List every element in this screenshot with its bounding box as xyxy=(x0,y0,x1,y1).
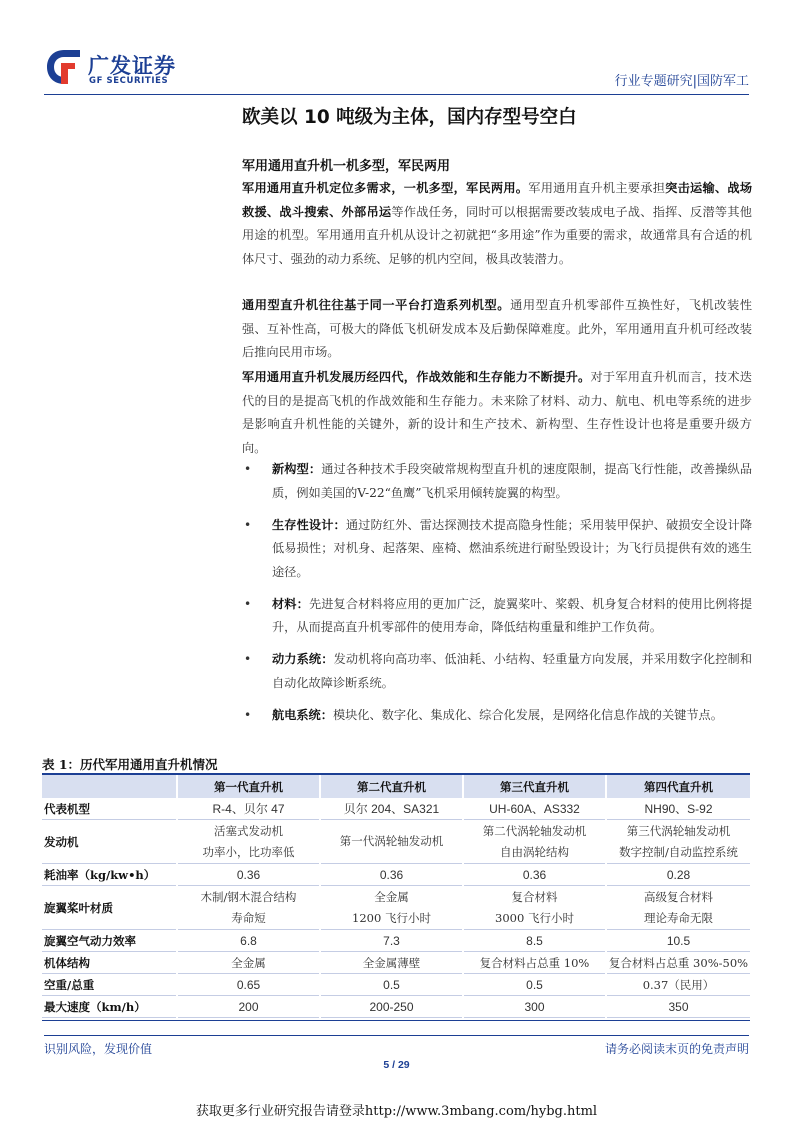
table-cell: 复合材料占总重 30%-50% xyxy=(606,952,750,974)
paragraph-3-text: 对于军用直升机而言，技术迭代的目的是提高飞机的作战效能和生存能力。未来除了材料、动力、航电、机电等系统的进步是影响直升机性能的关键外，新的设计和生产技术、新构型、生存性设计也将是重要升级方向。 xyxy=(242,370,752,455)
paragraph-2-text: 通用型直升机零部件互换性好，飞机改装性强、互补性高，可极大的降低飞机研发成本及后勤保障难度。此外，军用通用直升机可经改装后推向民用市场。 xyxy=(242,298,753,359)
bullet-text: 发动机将向高功率、低油耗、小结构、轻重量方向发展，并采用数字化控制和自动化故障诊断系统。 xyxy=(272,652,753,690)
table-cell: 6.8 xyxy=(177,930,320,952)
list-item xyxy=(244,704,752,728)
row-label: 旋翼桨叶材质 xyxy=(42,886,177,930)
helicopter-generations-table xyxy=(42,775,750,1018)
row-label: 耗油率（kg/kw•h） xyxy=(42,864,177,886)
bullet-icon: • xyxy=(244,596,252,611)
list-item xyxy=(244,514,752,585)
table-cell: 木制/钢木混合结构 寿命短 xyxy=(177,886,320,930)
table-cell: 全金属 xyxy=(177,952,320,974)
table-cell: 全金属薄壁 xyxy=(320,952,463,974)
table-row xyxy=(42,820,750,864)
paragraph-1-highlight: 突击运输、战场救援、战斗搜索、外部吊运 xyxy=(242,181,753,219)
table-cell: NH90、S-92 xyxy=(606,798,750,820)
bullet-icon: • xyxy=(244,652,252,666)
page-number: 5 / 29 xyxy=(383,1059,410,1071)
table-header-cell: 第四代直升机 xyxy=(606,775,750,798)
bullet-lead: 航电系统： xyxy=(272,707,333,722)
row-label: 旋翼空气动力效率 xyxy=(42,930,177,952)
table-cell: 300 xyxy=(463,996,606,1018)
sub-heading: 军用通用直升机一机多型，军民两用 xyxy=(242,159,451,174)
table-cell: 10.5 xyxy=(606,930,750,952)
bullet-lead: 材料： xyxy=(272,596,309,611)
table-header-row xyxy=(42,775,750,798)
bullet-text: 先进复合材料将应用的更加广泛，旋翼桨叶、桨毂、机身复合材料的使用比例将提升，从而提高直升机零部件的使用寿命，降低结构重量和维护工作负荷。 xyxy=(272,596,753,634)
bullet-lead: 新构型： xyxy=(272,462,322,476)
table-cell: 高级复合材料 理论寿命无限 xyxy=(606,886,750,930)
bullet-icon: • xyxy=(244,462,252,476)
table-cell: 200-250 xyxy=(320,996,463,1018)
report-category: 行业专题研究|国防军工 xyxy=(614,74,749,89)
paragraph-3-lead: 军用通用直升机发展历经四代，作战效能和生存能力不断提升。 xyxy=(242,370,591,384)
paragraph-1-text: 军用通用直升机主要承担 xyxy=(528,181,666,195)
logo-chinese-name: 广发证券 xyxy=(88,54,176,78)
list-item xyxy=(244,648,752,695)
table-row xyxy=(42,798,750,820)
watermark-text: 获取更多行业研究报告请登录http://www.3mbang.com/hybg.html xyxy=(195,1104,598,1119)
table-row xyxy=(42,930,750,952)
table-cell: 第三代涡轮轴发动机 数字控制/自动监控系统 xyxy=(606,820,750,864)
table-cell: 8.5 xyxy=(463,930,606,952)
paragraph-1 xyxy=(242,177,752,271)
table-cell: 0.36 xyxy=(177,864,320,886)
table-cell: 0.5 xyxy=(463,974,606,996)
footer-slogan: 识别风险，发现价值 xyxy=(44,1042,153,1056)
bullet-text: 通过防红外、雷达探测技术提高隐身性能；采用装甲保护、破损安全设计降低易损性；对机身、起落架、座椅、燃油系统进行耐坠毁设计；为飞行员提供有效的逃生途径。 xyxy=(272,517,753,579)
footer-divider xyxy=(44,1035,749,1036)
table-cell: 复合材料占总重 10% xyxy=(463,952,606,974)
paragraph-1-text-2: 等作战任务，同时可以根据需要改装成电子战、指挥、反潜等其他用途的机型。军用通用直升机从设计之初就把“多用途”作为重要的需求，故通常具有合适的机体尺寸、强劲的动力系统、足够的机内空间，极具改装潜力。 xyxy=(242,204,752,266)
table-cell: 0.28 xyxy=(606,864,750,886)
table-row xyxy=(42,886,750,930)
row-label: 发动机 xyxy=(42,820,177,864)
table-cell: 200 xyxy=(177,996,320,1018)
paragraph-2 xyxy=(242,294,752,365)
table-header-cell: 第二代直升机 xyxy=(320,775,463,798)
table-caption: 表 1：历代军用通用直升机情况 xyxy=(42,757,218,772)
bullet-lead: 生存性设计： xyxy=(272,517,346,532)
table-row xyxy=(42,996,750,1018)
footer-disclaimer: 请务必阅读末页的免责声明 xyxy=(604,1042,749,1056)
bullet-icon: • xyxy=(244,517,252,532)
table-cell: 复合材料 3000 飞行小时 xyxy=(463,886,606,930)
row-label: 代表机型 xyxy=(42,798,177,820)
bullet-icon: • xyxy=(244,707,252,722)
table-bottom-rule xyxy=(42,1020,750,1021)
table-cell: 0.36 xyxy=(463,864,606,886)
paragraph-2-lead: 通用型直升机往往基于同一平台打造系列机型。 xyxy=(242,298,511,312)
table-cell: 贝尔 204、SA321 xyxy=(320,798,463,820)
table-header-cell: 第三代直升机 xyxy=(463,775,606,798)
table-header-cell xyxy=(42,775,177,798)
row-label: 最大速度（km/h） xyxy=(42,996,177,1018)
list-item xyxy=(244,593,752,640)
table-cell: 7.3 xyxy=(320,930,463,952)
section-title: 欧美以 10 吨级为主体，国内存型号空白 xyxy=(242,107,577,128)
gf-logo-icon xyxy=(44,46,84,88)
table-cell: 0.36 xyxy=(320,864,463,886)
table-cell: 第二代涡轮轴发动机 自由涡轮结构 xyxy=(463,820,606,864)
paragraph-1-lead: 军用通用直升机定位多需求，一机多型，军民两用。 xyxy=(242,181,529,195)
row-label: 机体结构 xyxy=(42,952,177,974)
company-logo xyxy=(44,46,224,94)
bullet-text: 通过各种技术手段突破常规构型直升机的速度限制，提高飞行性能，改善操纵品质，例如美国的V-22“鱼鹰”飞机采用倾转旋翼的构型。 xyxy=(272,462,753,500)
table-cell: UH-60A、AS332 xyxy=(463,798,606,820)
paragraph-3 xyxy=(242,366,752,460)
table-cell: 0.65 xyxy=(177,974,320,996)
bullet-lead: 动力系统： xyxy=(272,652,334,666)
logo-english-name: GF SECURITIES xyxy=(89,76,169,86)
table-row xyxy=(42,952,750,974)
table-header-cell: 第一代直升机 xyxy=(177,775,320,798)
table-cell: 0.5 xyxy=(320,974,463,996)
row-label: 空重/总重 xyxy=(42,974,177,996)
table-row xyxy=(42,864,750,886)
header-divider xyxy=(44,94,749,95)
table-cell: 活塞式发动机 功率小，比功率低 xyxy=(177,820,320,864)
table-cell: 350 xyxy=(606,996,750,1018)
bullet-text: 模块化、数字化、集成化、综合化发展，是网络化信息作战的关键节点。 xyxy=(332,707,723,722)
table-row xyxy=(42,974,750,996)
table-cell: R-4、贝尔 47 xyxy=(177,798,320,820)
table-cell: 第一代涡轮轴发动机 xyxy=(320,820,463,864)
table-cell: 0.37（民用） xyxy=(606,974,750,996)
table-cell: 全金属 1200 飞行小时 xyxy=(320,886,463,930)
bullet-list xyxy=(244,458,752,736)
list-item xyxy=(244,458,752,505)
